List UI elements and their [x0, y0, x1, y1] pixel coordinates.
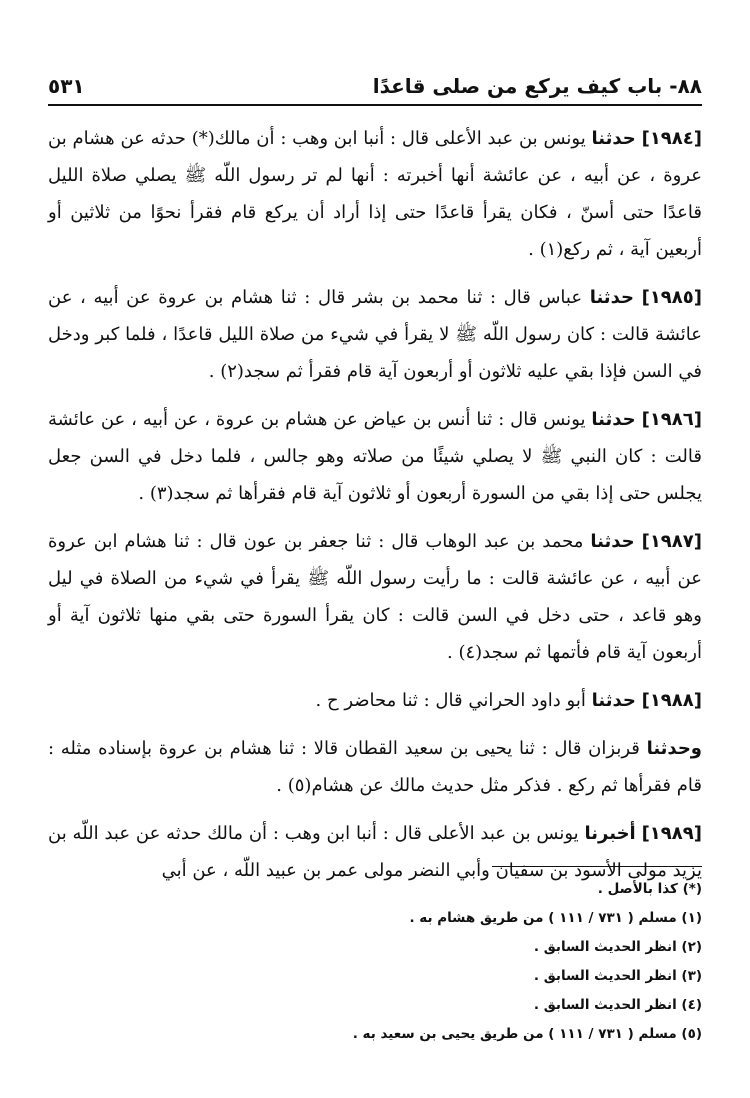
hadith-1987 — [48, 523, 702, 671]
header-rule — [48, 104, 702, 106]
hadith-list — [48, 120, 702, 889]
hadith-number: [١٩٨٥] — [641, 287, 702, 308]
hadith-number: [١٩٨٨] — [641, 690, 702, 711]
hadith-number: [١٩٨٦] — [641, 409, 702, 430]
footnote-rule — [492, 866, 702, 867]
hadith-keyword: حدثنا — [591, 128, 636, 149]
footnote: (٤) انظر الحديث السابق . — [533, 997, 702, 1013]
page-number: ٥٣١ — [48, 74, 85, 98]
hadith-text: يونس بن عبد الأعلى قال : أنبا ابن وهب : أن مالك(*) حدثه عن هشام بن عروة ، عن أبيه ، عن عائشة أنها أخبرته : أنها لم تر رسول اللّه ﷺ يصلي صلاة الليل قاعدًا حتى أسنّ ، فكان يقرأ قاعدًا حتى إذا أراد أن يركع قام فقرأ نحوًا من ثلاثين أو أربعين آية ، ثم ركع(١) . — [48, 128, 702, 260]
hadith-text: أبو داود الحراني قال : ثنا محاضر ح . — [315, 690, 586, 711]
footnotes — [48, 866, 702, 1049]
hadith-number: [١٩٨٤] — [641, 128, 702, 149]
hadith-keyword: أخبرنا — [584, 823, 636, 844]
hadith-keyword: وحدثنا — [646, 738, 702, 759]
hadith-keyword: حدثنا — [591, 690, 636, 711]
footnote: (*) كذا بالأصل . — [597, 881, 702, 897]
hadith-text: قربزان قال : ثنا يحيى بن سعيد القطان قالا : ثنا هشام بن عروة بإسناده مثله : قام فقرأها ثم ركع . فذكر مثل حديث مالك عن هشام(٥) . — [48, 738, 702, 796]
hadith-1986 — [48, 401, 702, 512]
hadith-keyword: حدثنا — [590, 531, 635, 552]
footnote: (٣) انظر الحديث السابق . — [533, 968, 702, 984]
hadith-text: عباس قال : ثنا محمد بن بشر قال : ثنا هشام بن عروة عن أبيه ، عن عائشة قالت : كان رسول اللّه ﷺ لا يقرأ في شيء من صلاة الليل قاعدًا ، فلما كبر ودخل في السن فإذا بقي عليه ثلاثون أو أربعون آية قام فقرأ ثم سجد(٢) . — [48, 287, 702, 382]
footnote: (٢) انظر الحديث السابق . — [533, 939, 702, 955]
hadith-1988-continued — [48, 730, 702, 804]
chapter-title: ٨٨- باب كيف يركع من صلى قاعدًا — [372, 74, 702, 98]
hadith-text: يونس قال : ثنا أنس بن عياض عن هشام بن عروة ، عن أبيه ، عن عائشة قالت : كان النبي ﷺ لا يصلي شيئًا من صلاته وهو جالس ، فلما دخل في السن جعل يجلس حتى إذا بقي من السورة أربعون أو ثلاثون آية قام فقرأها ثم سجد(٣) . — [48, 409, 702, 504]
hadith-1988 — [48, 682, 702, 719]
footnote: (٥) مسلم ( ٧٣١ / ١١١ ) من طريق يحيى بن سعيد به . — [352, 1026, 702, 1042]
hadith-text: محمد بن عبد الوهاب قال : ثنا جعفر بن عون قال : ثنا هشام ابن عروة عن أبيه ، عن عائشة قالت : ما رأيت رسول اللّه ﷺ يقرأ في شيء من الصلاة في ليل وهو قاعد ، حتى دخل في السن قالت : كان يقرأ السورة حتى بقي منها ثلاثون آية أو أربعون آية قام فأتمها ثم سجد(٤) . — [48, 531, 702, 663]
hadith-number: [١٩٨٧] — [641, 531, 702, 552]
hadith-keyword: حدثنا — [589, 287, 634, 308]
page-header — [48, 62, 702, 98]
hadith-text: يونس بن عبد الأعلى قال : أنبا ابن وهب : أن مالك حدثه عن عبد اللّه بن يزيد مولى الأسود بن سفيان وأبي النضر مولى عمر بن عبيد اللّه ، عن أبي — [48, 823, 702, 881]
footnote: (١) مسلم ( ٧٣١ / ١١١ ) من طريق هشام به . — [409, 910, 702, 926]
hadith-1985 — [48, 279, 702, 390]
hadith-1984 — [48, 120, 702, 268]
hadith-keyword: حدثنا — [591, 409, 636, 430]
hadith-number: [١٩٨٩] — [641, 823, 702, 844]
